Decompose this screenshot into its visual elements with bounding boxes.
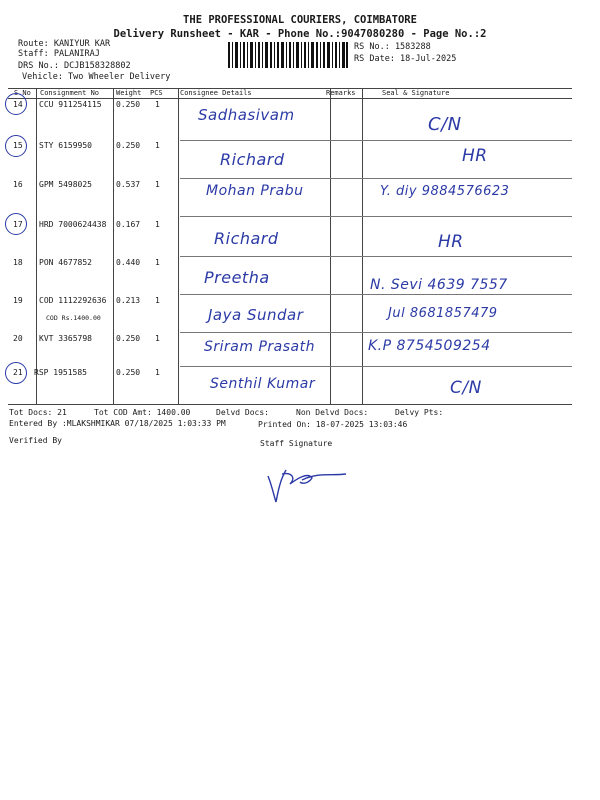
- company-title: THE PROFESSIONAL COURIERS, COIMBATORE: [183, 14, 417, 26]
- col-divider: [178, 88, 179, 404]
- row-pcs: 1: [155, 100, 160, 109]
- cod-amount-note: COD Rs.1400.00: [46, 314, 101, 322]
- row-consignee-handwritten: Mohan Prabu: [206, 183, 304, 199]
- row-signature-handwritten: Jul 8681857479: [388, 306, 498, 321]
- drs-label: DRS No.: DCJB158328802: [18, 61, 131, 71]
- row-consignment: RSP 1951585: [34, 368, 87, 377]
- row-divider: [180, 366, 572, 367]
- row-signature-handwritten: Y. diy 9884576623: [380, 184, 510, 199]
- verified-by-label: Verified By: [9, 436, 62, 445]
- row-signature-handwritten: C/N: [450, 378, 482, 398]
- row-divider: [180, 294, 572, 295]
- row-divider: [180, 140, 572, 141]
- row-weight: 0.250: [116, 334, 141, 343]
- col-header-sno: S.No: [14, 89, 31, 97]
- col-divider: [330, 88, 331, 404]
- total-cod-amount: Tot COD Amt: 1400.00: [94, 408, 191, 417]
- row-pcs: 1: [155, 334, 160, 343]
- row-consignee-handwritten: Preetha: [204, 268, 270, 287]
- row-weight: 0.167: [116, 220, 141, 229]
- row-consignee-handwritten: Sadhasivam: [198, 106, 295, 124]
- row-pcs: 1: [155, 220, 160, 229]
- col-divider: [362, 88, 363, 404]
- row-consignment: HRD 7000624438: [39, 220, 107, 229]
- row-pcs: 1: [155, 258, 160, 267]
- row-consignee-handwritten: Richard: [220, 150, 285, 169]
- row-signature-handwritten: C/N: [428, 114, 462, 135]
- row-sno: 17: [13, 220, 23, 229]
- row-sno: 19: [13, 296, 23, 305]
- row-consignee-handwritten: Richard: [214, 229, 279, 248]
- col-header-consignment: Consignment No: [40, 89, 100, 97]
- row-consignment: PON 4677852: [39, 258, 92, 267]
- row-consignment: GPM 5498025: [39, 180, 92, 189]
- row-sno: 18: [13, 258, 23, 267]
- row-pcs: 1: [155, 368, 160, 377]
- runsheet-subtitle: Delivery Runsheet - KAR - Phone No.:9047080280 - Page No.:2: [113, 28, 487, 40]
- delivered-docs: Delvd Docs:: [216, 408, 269, 417]
- row-consignment: KVT 3365798: [39, 334, 92, 343]
- row-divider: [180, 332, 572, 333]
- row-consignment: STY 6159950: [39, 141, 92, 150]
- row-weight: 0.250: [116, 368, 141, 377]
- row-signature-handwritten: N. Sevi 4639 7557: [370, 277, 508, 293]
- row-pcs: 1: [155, 141, 160, 150]
- vehicle-label: Vehicle: Two Wheeler Delivery: [22, 72, 171, 82]
- row-weight: 0.250: [116, 100, 141, 109]
- col-header-weight: Weight: [116, 89, 142, 97]
- rs-number: RS No.: 1583288: [354, 42, 431, 52]
- row-pcs: 1: [155, 180, 160, 189]
- row-weight: 0.250: [116, 141, 141, 150]
- row-signature-handwritten: HR: [462, 146, 488, 166]
- row-consignment: CCU 911254115: [39, 100, 102, 109]
- staff-label: Staff: PALANIRAJ: [18, 49, 100, 59]
- row-signature-handwritten: HR: [438, 232, 464, 252]
- col-header-remarks: Remarks: [326, 89, 356, 97]
- row-sno: 16: [13, 180, 23, 189]
- table-bottom-border: [8, 404, 572, 405]
- non-delivered-docs: Non Delvd Docs:: [296, 408, 369, 417]
- staff-signature-label: Staff Signature: [260, 439, 333, 448]
- row-consignee-handwritten: Senthil Kumar: [210, 376, 316, 392]
- row-sno: 21: [13, 368, 23, 377]
- col-divider: [36, 88, 37, 404]
- row-weight: 0.537: [116, 180, 141, 189]
- rs-date: RS Date: 18-Jul-2025: [354, 54, 457, 64]
- printed-on: Printed On: 18-07-2025 13:03:46: [258, 420, 408, 429]
- route-label: Route: KANIYUR KAR: [18, 39, 111, 49]
- row-consignee-handwritten: Jaya Sundar: [208, 306, 304, 324]
- staff-signature-image: [262, 456, 352, 506]
- row-weight: 0.440: [116, 258, 141, 267]
- row-signature-handwritten: K.P 8754509254: [368, 338, 491, 354]
- row-sno: 14: [13, 100, 23, 109]
- entered-by: Entered By :MLAKSHMIKAR 07/18/2025 1:03:33 PM: [9, 419, 226, 428]
- delivery-points: Delvy Pts:: [395, 408, 444, 417]
- row-sno: 15: [13, 141, 23, 150]
- row-divider: [180, 216, 572, 217]
- col-header-consignee: Consignee Details: [180, 89, 252, 97]
- row-sno: 20: [13, 334, 23, 343]
- row-consignment: COD 1112292636: [39, 296, 107, 305]
- row-pcs: 1: [155, 296, 160, 305]
- row-consignee-handwritten: Sriram Prasath: [204, 339, 315, 355]
- col-divider: [113, 88, 114, 404]
- col-header-pcs: PCS: [150, 89, 163, 97]
- barcode-image: [228, 42, 348, 68]
- row-weight: 0.213: [116, 296, 141, 305]
- row-divider: [180, 178, 572, 179]
- table-header-border: [8, 98, 572, 99]
- total-docs: Tot Docs: 21: [9, 408, 67, 417]
- col-header-seal-signature: Seal & Signature: [382, 89, 450, 97]
- row-divider: [180, 256, 572, 257]
